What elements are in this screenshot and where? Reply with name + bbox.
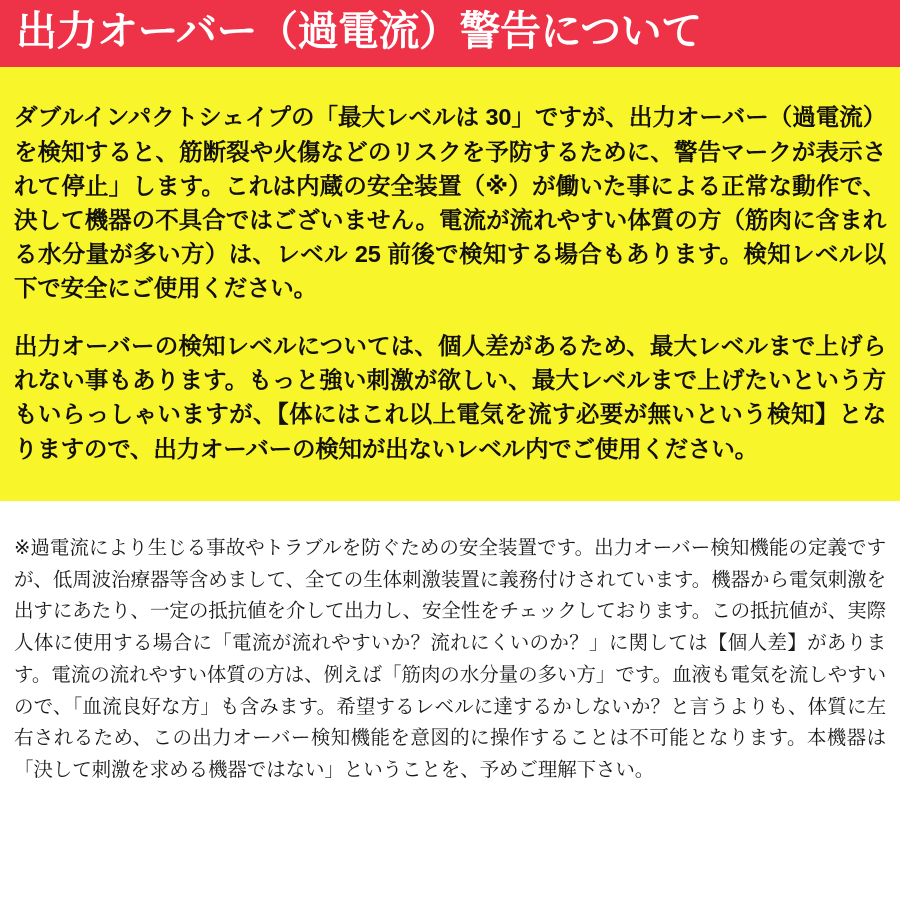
footnote-text: ※過電流により生じる事故やトラブルを防ぐための安全装置です。出力オーバー検知機能の定義ですが、低周波治療器等含めまして、全ての生体刺激装置に義務付けされています。機器から電気刺激を出すにあたり、一定の抵抗値を介して出力し、安全性をチェックしております。この抵抗値が、実際人体に使用する場合に「電流が流れやすいか？流れにくいのか？」に関しては【個人差】があります。電流の流れやすい体質の方は、例えば「筋肉の水分量の多い方」です。血液も電気を流しやすいので、「血流良好な方」も含みます。希望するレベルに達するかしないか？と言うよりも、体質に左右されるため、この出力オーバー検知機能を意図的に操作することは不可能となります。本機器は「決して刺激を求める機器ではない」ということを、予めご理解下さい。 — [14, 536, 886, 782]
highlight-paragraph-2: 出力オーバーの検知レベルについては、個人差があるため、最大レベルまで上げられない事もあります。もっと強い刺激が欲しい、最大レベルまで上げたいという方もいらっしゃいますが、【体にはこれ以上電気を流す必要が無いという検知】となりますので、出力オーバーの検知が出ないレベル内でご使用ください。 — [14, 333, 886, 462]
header-banner — [0, 0, 900, 67]
page-title: 出力オーバー（過電流）警告について — [16, 8, 702, 54]
highlight-section — [0, 67, 900, 501]
highlight-paragraph-1: ダブルインパクトシェイプの「最大レベルは 30」ですが、出力オーバー（過電流）を検知すると、筋断裂や火傷などのリスクを予防するために、警告マークが表示されて停止」します。これは内蔵の安全装置（※）が働いた事による正常な動作で、決して機器の不具合ではございません。電流が流れやすい体質の方（筋肉に含まれる水分量が多い方）は、レベル 25 前後で検知する場合もあります。検知レベル以下で安全にご使用ください。 — [14, 104, 886, 302]
footnote-section — [0, 501, 900, 900]
